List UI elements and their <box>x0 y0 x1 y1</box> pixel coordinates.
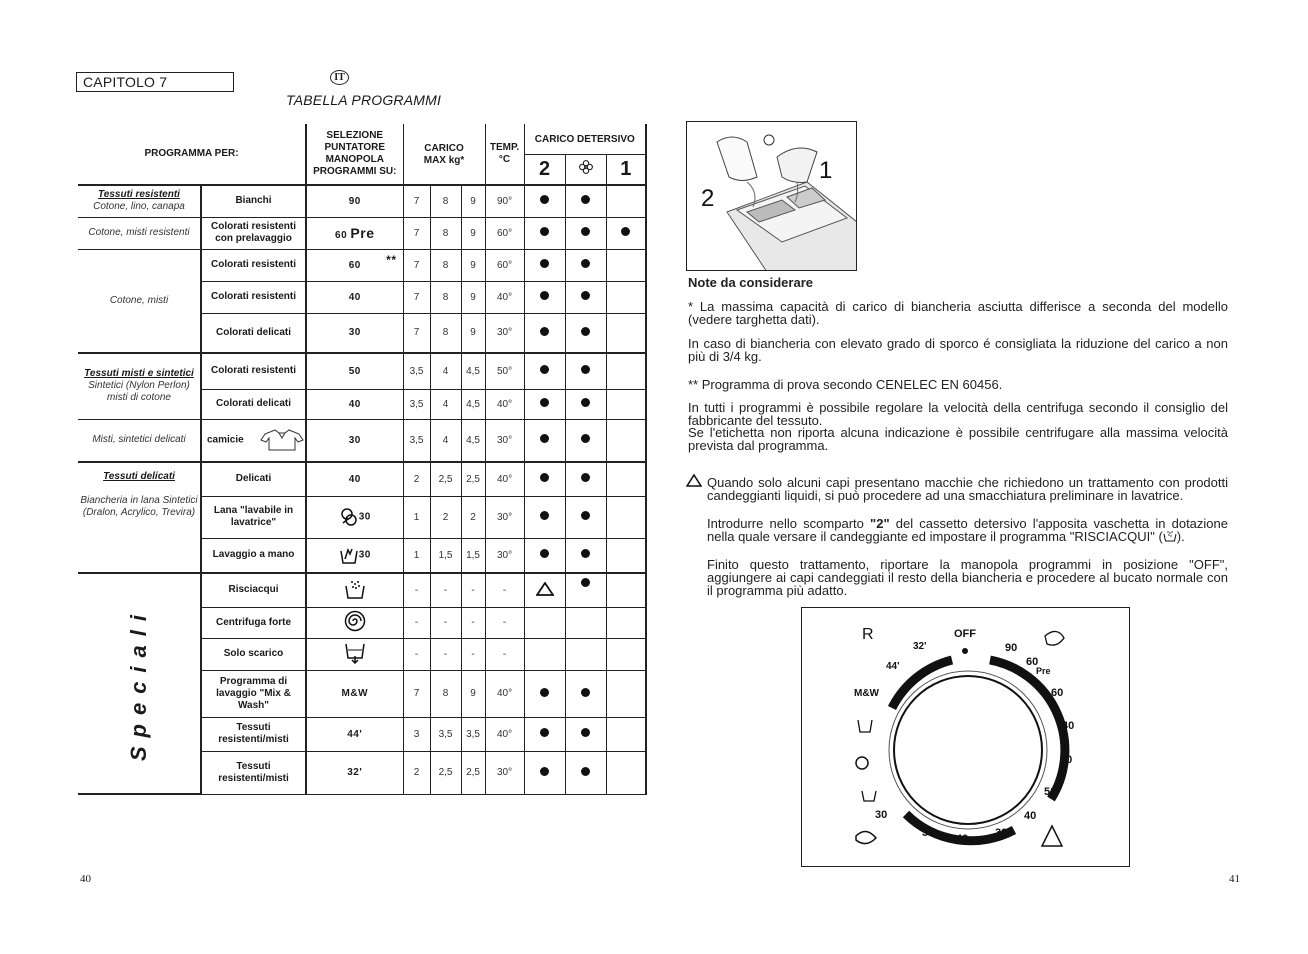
language-badge: IT <box>330 70 349 85</box>
selector-value: 32' <box>306 751 403 794</box>
detergent-drawer-illustration <box>686 121 857 271</box>
load-value: 2,5 <box>430 751 461 794</box>
load-value: 4 <box>430 389 461 419</box>
dial-drain-icon <box>858 720 872 732</box>
note-p2: In caso di biancheria con elevato grado di sporco é consigliata la riduzione del carico a non più di 3/4 kg. <box>688 336 1228 364</box>
dose-dot <box>540 688 549 697</box>
temp-value: 40° <box>485 389 524 419</box>
dose-dot <box>621 227 630 236</box>
header-carico: CARICO MAX kg* <box>403 124 485 185</box>
dose-dot <box>581 398 590 407</box>
load-value: 4 <box>430 419 461 462</box>
program-name: Lana "lavabile in lavatrice" <box>201 496 306 538</box>
dose-dot <box>581 473 590 482</box>
selector-value: 50 <box>306 353 403 389</box>
load-value: 1 <box>403 538 430 573</box>
load-value: 4,5 <box>461 389 485 419</box>
note-p1: * La massima capacità di carico di biancheria asciutta differisce a seconda del modello (vedere targhetta dati). <box>688 299 1228 327</box>
load-value: 1 <box>403 496 430 538</box>
dose-dot <box>540 227 549 236</box>
dial-label: 44' <box>886 661 900 672</box>
program-name: Lavaggio a mano <box>201 538 306 573</box>
load-value: - <box>430 607 461 638</box>
dose-dot <box>540 398 549 407</box>
dose-dot <box>540 549 549 558</box>
dose-dot <box>581 688 590 697</box>
temp-value: 50° <box>485 353 524 389</box>
header-selezione: SELEZIONE PUNTATORE MANOPOLA PROGRAMMI SU: <box>306 124 403 185</box>
load-value: 3,5 <box>430 717 461 751</box>
load-value: 9 <box>461 313 485 353</box>
category-tessuti-resistenti: Tessuti resistenti Cotone, lino, canapa <box>78 185 201 217</box>
load-value: 8 <box>430 217 461 249</box>
dial-handwash-icon <box>856 831 876 843</box>
load-value: 4 <box>430 353 461 389</box>
temp-value: 60° <box>485 249 524 281</box>
load-value: 7 <box>403 185 430 217</box>
load-value: - <box>403 607 430 638</box>
category-tessuti-misti-sintetici: Tessuti misti e sintetici Sintetici (Nylon Perlon) misti di cotone <box>78 353 201 419</box>
dose-dot <box>540 259 549 268</box>
dose-dot <box>540 327 549 336</box>
load-value: 8 <box>430 670 461 717</box>
warning-p1: Quando solo alcuni capi presentano macchie che richiedono un trattamento con prodotti candeggianti liquidi, si può procedere ad una smacchiatura preliminare in lavatrice. <box>707 475 1228 503</box>
load-value: 2 <box>430 496 461 538</box>
program-name: Centrifuga forte <box>201 607 306 638</box>
selector-value: 30 <box>306 538 403 573</box>
dial-label: Pre <box>1036 666 1051 676</box>
dose-dot <box>540 728 549 737</box>
dose-dot <box>581 728 590 737</box>
rinse-icon <box>306 573 403 607</box>
note-p3: ** Programma di prova secondo CENELEC EN 60456. <box>688 377 1003 392</box>
drawer-label-1: 1 <box>819 157 833 184</box>
wool-icon <box>339 507 359 527</box>
dose-dot <box>581 549 590 558</box>
load-value: 7 <box>403 670 430 717</box>
spin-icon <box>306 607 403 638</box>
dose-dot <box>540 365 549 374</box>
temp-value: - <box>485 607 524 638</box>
load-value: 2,5 <box>461 462 485 496</box>
program-name: Tessuti resistenti/misti <box>201 717 306 751</box>
temp-value: 40° <box>485 281 524 313</box>
drain-icon <box>306 638 403 670</box>
category-cotone-misti: Cotone, misti <box>78 249 201 353</box>
dial-label: 60 <box>1026 656 1039 668</box>
dial-label: 30 <box>875 809 888 821</box>
dial-label: 40 <box>1024 810 1037 822</box>
dial-label: 60 <box>1051 687 1064 699</box>
selector-value: 44' <box>306 717 403 751</box>
load-value: 4,5 <box>461 419 485 462</box>
dose-dot <box>581 291 590 300</box>
load-value: - <box>461 638 485 670</box>
load-value: 7 <box>403 313 430 353</box>
load-value: 9 <box>461 670 485 717</box>
program-name-camicie: camicie <box>201 419 306 462</box>
temp-value: 40° <box>485 462 524 496</box>
flower-icon <box>565 154 606 185</box>
load-value: 9 <box>461 249 485 281</box>
load-value: 3 <box>403 717 430 751</box>
warning-p3: Finito questo trattamento, riportare la manopola programmi in posizione "OFF", aggiungere ai capi candeggiati il resto della biancheria e procedere al bucato normale con il programma più adatto. <box>707 557 1228 598</box>
dose-dot <box>581 259 590 268</box>
dial-label: M&W <box>854 688 879 699</box>
dial-label: 32' <box>913 641 927 652</box>
load-value: - <box>403 638 430 670</box>
warning-triangle-icon <box>686 474 702 487</box>
category-speciali: Speciali <box>78 573 201 794</box>
load-value: 3,5 <box>461 717 485 751</box>
load-value: - <box>430 573 461 607</box>
load-value: 2 <box>403 462 430 496</box>
load-value: - <box>461 573 485 607</box>
dose-dot <box>581 434 590 443</box>
drawer-label-2: 2 <box>701 185 715 212</box>
load-value: 2,5 <box>461 751 485 794</box>
dial-spin-icon <box>856 757 868 769</box>
program-name: Colorati resistenti <box>201 353 306 389</box>
selector-value: M&W <box>306 670 403 717</box>
program-name: Colorati resistenti <box>201 249 306 281</box>
load-value: 7 <box>403 249 430 281</box>
temp-value: 30° <box>485 751 524 794</box>
dose-dot <box>581 767 590 776</box>
load-value: 9 <box>461 185 485 217</box>
dose-dot <box>540 434 549 443</box>
temp-value: 30° <box>485 538 524 573</box>
dose-dot <box>581 578 590 587</box>
header-programma: PROGRAMMA PER: <box>144 148 239 159</box>
temp-value: 30° <box>485 496 524 538</box>
temp-value: - <box>485 573 524 607</box>
dose-dot <box>540 473 549 482</box>
page-number-left: 40 <box>80 873 91 885</box>
temp-value: 40° <box>485 717 524 751</box>
load-value: 3,5 <box>403 419 430 462</box>
load-value: - <box>461 607 485 638</box>
handwash-icon <box>339 545 359 565</box>
dial-label: 50 <box>1044 786 1057 798</box>
program-name: Colorati resistenti <box>201 281 306 313</box>
dial-label: 30 <box>995 827 1008 839</box>
dial-r-symbol: R <box>862 626 874 643</box>
warning-p2: Introdurre nello scomparto "2" del cassetto detersivo l'apposita vaschetta in dotazione nella quale versare il candeggiante ed impostare il programma "RISCIACQUI" ( ). <box>707 516 1228 544</box>
selector-value: 40 <box>306 281 403 313</box>
program-name: Colorati resistenti con prelavaggio <box>201 217 306 249</box>
load-value: - <box>430 638 461 670</box>
load-value: 1,5 <box>461 538 485 573</box>
load-value: - <box>403 573 430 607</box>
dial-label: 40 <box>956 833 969 845</box>
program-name: Risciacqui <box>201 573 306 607</box>
chapter-label: CAPITOLO 7 <box>76 72 234 92</box>
header-detersivo: CARICO DETERSIVO <box>524 124 646 154</box>
dial-rinse-icon <box>862 791 876 801</box>
dose-dot <box>540 195 549 204</box>
program-name: Colorati delicati <box>201 389 306 419</box>
dose-dot <box>540 767 549 776</box>
dose-dot <box>581 195 590 204</box>
load-value: 9 <box>461 217 485 249</box>
dial-label: 90 <box>1005 642 1018 654</box>
temp-value: - <box>485 638 524 670</box>
notes-title: Note da considerare <box>688 275 813 290</box>
compartment-2: 2 <box>524 154 565 185</box>
dial-delicate-icon <box>1042 826 1062 846</box>
temp-value: 30° <box>485 313 524 353</box>
temp-value: 40° <box>485 670 524 717</box>
program-table <box>78 124 647 795</box>
dose-dot <box>581 227 590 236</box>
shirt-icon <box>260 428 304 452</box>
program-dial-illustration <box>801 607 1130 867</box>
temp-value: 60° <box>485 217 524 249</box>
load-value: 1,5 <box>430 538 461 573</box>
category-tessuti-delicati: Tessuti delicati Biancheria in lana Sintetici (Dralon, Acrylico, Trevira) <box>78 462 201 573</box>
selector-value: 90 <box>306 185 403 217</box>
load-value: 7 <box>403 217 430 249</box>
load-value: 4,5 <box>461 353 485 389</box>
load-value: 8 <box>430 313 461 353</box>
temp-value: 90° <box>485 185 524 217</box>
selector-value: 30 <box>306 419 403 462</box>
page-number-right: 41 <box>1229 873 1240 885</box>
table-title: TABELLA PROGRAMMI <box>286 92 442 108</box>
dial-label: 30 <box>922 827 935 839</box>
selector-value: 30 <box>306 313 403 353</box>
program-name: Bianchi <box>201 185 306 217</box>
program-name: Programma di lavaggio "Mix & Wash" <box>201 670 306 717</box>
program-name: Tessuti resistenti/misti <box>201 751 306 794</box>
load-value: 2 <box>403 751 430 794</box>
dial-label: 30 <box>1060 754 1073 766</box>
load-value: 3,5 <box>403 389 430 419</box>
load-value: 8 <box>430 281 461 313</box>
note-p4: In tutti i programmi è possibile regolare la velocità della centrifuga secondo il consiglio del fabbricante del tessuto. <box>688 400 1228 428</box>
load-value: 3,5 <box>403 353 430 389</box>
selector-value: 60 ** <box>306 249 403 281</box>
load-value: 2,5 <box>430 462 461 496</box>
note-p5: Se l'etichetta non riporta alcuna indicazione è possibile centrifugare alla massima velocità prevista dal programma. <box>688 425 1228 453</box>
load-value: 2 <box>461 496 485 538</box>
dose-dot <box>581 327 590 336</box>
rinse-icon <box>1163 530 1177 542</box>
bleach-triangle-icon <box>524 573 565 607</box>
category-cotone-misti-resistenti: Cotone, misti resistenti <box>78 217 201 249</box>
dial-cotton-icon <box>1045 631 1064 645</box>
compartment-1: 1 <box>606 154 646 185</box>
selector-value: 60 Pre <box>306 217 403 249</box>
header-temp: TEMP. °C <box>485 124 524 185</box>
load-value: 8 <box>430 249 461 281</box>
dose-dot <box>581 511 590 520</box>
selector-value: 40 <box>306 389 403 419</box>
selector-value: 30 <box>306 496 403 538</box>
dose-dot <box>540 291 549 300</box>
load-value: 8 <box>430 185 461 217</box>
dial-label: OFF <box>954 628 976 640</box>
dial-label: 40 <box>1062 720 1075 732</box>
dose-dot <box>581 365 590 374</box>
load-value: 9 <box>461 281 485 313</box>
selector-value: 40 <box>306 462 403 496</box>
program-name: Delicati <box>201 462 306 496</box>
program-name: Solo scarico <box>201 638 306 670</box>
temp-value: 30° <box>485 419 524 462</box>
load-value: 7 <box>403 281 430 313</box>
program-name: Colorati delicati <box>201 313 306 353</box>
category-misti-sintetici-delicati: Misti, sintetici delicati <box>78 419 201 462</box>
dose-dot <box>540 511 549 520</box>
